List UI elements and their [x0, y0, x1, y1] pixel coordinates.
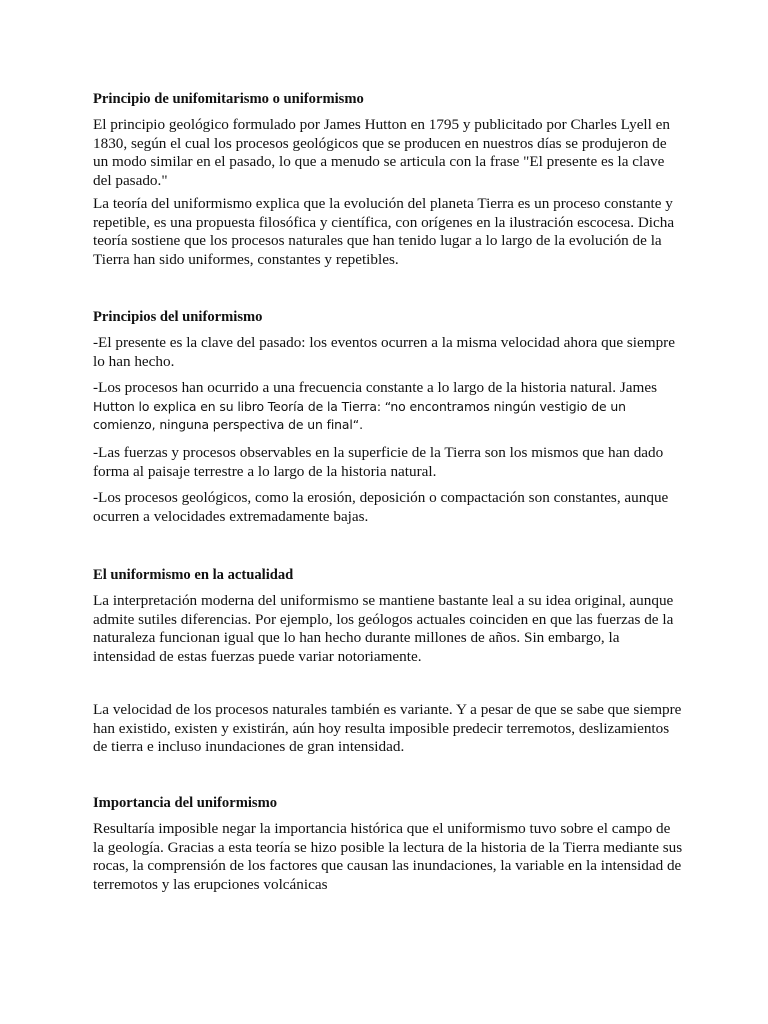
paragraph-principle-definition: El principio geológico formulado por James Hutton en 1795 y publicitado por Charles Lyell en 1830, según el cual los procesos geológicos que se producen en nuestros días se produjeron de un modo similar en el pasado, lo que a menudo se articula con la frase "El presente es la clave del pasado."	[93, 116, 671, 189]
list-item-present-key: -El presente es la clave del pasado: los eventos ocurren a la misma velocidad ahora que siempre lo han hecho.	[93, 334, 675, 370]
list-item-observable-forces: -Las fuerzas y procesos observables en la superficie de la Tierra son los mismos que han dado forma al paisaje terrestre a lo largo de la historia natural.	[93, 444, 664, 480]
list-item-geological-processes: -Los procesos geológicos, como la erosión, deposición o compactación son constantes, aunque ocurren a velocidades extremadamente bajas.	[93, 489, 669, 525]
section-heading-unifomitarismo: Principio de unifomitarismo o uniformismo	[93, 91, 364, 107]
section-heading-importancia: Importancia del uniformismo	[93, 795, 278, 811]
paragraph-theory-explanation: La teoría del uniformismo explica que la evolución del planeta Tierra es un proceso constante y repetible, es una propuesta filosófica y científica, con orígenes en la ilustración escocesa. Dicha teoría sostiene que los procesos naturales que han tenido lugar a lo largo de la evolución de la Tierra han sido uniformes, constantes y repetibles.	[93, 195, 675, 268]
paragraph-modern-interpretation: La interpretación moderna del uniformismo se mantiene bastante leal a su idea original, aunque admite sutiles diferencias. Por ejemplo, los geólogos actuales coinciden en que las fuerzas de la naturaleza funcionan igual que lo han hecho durante millones de años. Sin embargo, la intensidad de estas fuerzas puede variar notoriamente.	[93, 592, 674, 665]
list-item-constant-frequency	[93, 379, 683, 435]
section-heading-actualidad: El uniformismo en la actualidad	[93, 567, 294, 583]
paragraph-process-velocity: La velocidad de los procesos naturales también es variante. Y a pesar de que se sabe que siempre han existido, existen y existirán, aún hoy resulta imposible predecir terremotos, deslizamientos de tierra e incluso inundaciones de gran intensidad.	[93, 701, 682, 756]
paragraph-historical-importance: Resultaría imposible negar la importancia histórica que el uniformismo tuvo sobre el campo de la geología. Gracias a esta teoría se hizo posible la lectura de la historia de la Tierra mediante sus rocas, la comprensión de los factores que causan las inundaciones, la variable en la intensidad de terremotos y las erupciones volcánicas	[93, 820, 683, 893]
list-item-constant-frequency-quote: Hutton lo explica en su libro Teoría de la Tierra: “no encontramos ningún vestigio de un comienzo, ninguna perspectiva de un final“.	[93, 398, 626, 433]
list-item-constant-frequency-serif-text: -Los procesos han ocurrido a una frecuencia constante a lo largo de la historia natural. James	[93, 379, 657, 396]
section-heading-principios: Principios del uniformismo	[93, 309, 263, 325]
